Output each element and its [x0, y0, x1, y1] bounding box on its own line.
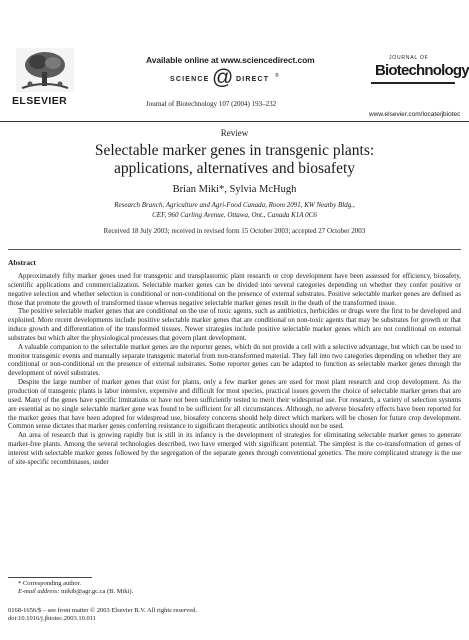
article-authors: Brian Miki*, Sylvia McHugh [172, 184, 297, 195]
journal-url-link[interactable]: www.elsevier.com/locate/jbiotec [369, 111, 461, 118]
abstract-body [8, 272, 461, 467]
footnote-divider [8, 577, 92, 578]
available-online-text[interactable]: Available online at www.sciencedirect.com [146, 55, 315, 65]
abstract-heading: Abstract [8, 258, 36, 267]
corresponding-footnote [8, 580, 308, 597]
abstract-paragraph: Despite the large number of marker genes that exist for plants, only a few marker genes are used for most plant research and crop development. As the production of transgenic plants is labor intensive, expensive and difficult for most species, practical issues govern the choice of selectable marker genes that are used. Many of the genes have specific limitations or have not been sufficiently tested to merit their widespread use. For research, a variety of selection systems are essential as no single selectable marker gene was found to be sufficient for all circumstances. Although, no adverse biosafety effects have been reported for the marker genes that have been adopted for widespread use, biosafety concerns should help direct which markers will be chosen for future crop development. Common sense dictates that marker genes conferring resistance to significant therapeutic antibiotics should not be used. [8, 378, 461, 431]
corresponding-line [8, 580, 308, 588]
article-title-line: applications, alternatives and biosafety [113, 160, 356, 177]
journal-title: Biotechnology [375, 62, 469, 79]
sciencedirect-left: SCIENCE [170, 76, 210, 83]
copyright-footer [8, 607, 308, 624]
article-title-line: Selectable marker genes in transgenic plants: [94, 142, 375, 159]
sciencedirect-right: DIRECT [236, 76, 270, 83]
journal-of-label: JOURNAL OF [389, 55, 429, 61]
email-label: E-mail address: [18, 588, 60, 596]
sciencedirect-logo [170, 66, 312, 88]
abstract-divider [8, 249, 461, 250]
footnote-mark: * [18, 580, 22, 587]
author-affiliation [60, 201, 409, 220]
header-divider [0, 121, 469, 122]
sciencedirect-at-icon: @ [212, 66, 234, 88]
abstract-paragraph: A valuable companion to the selectable marker genes are the reporter genes, which do not provide a cell with a selective advantage, but which can be used to monitor transgenic events and manually separate transgenic material from non-transformed material. They fall into two categories depending on whether they are conditional or non-conditional on the presence of external substrates. Some reporter genes can be adapted to function as selectable marker genes through the development of novel substrates. [8, 342, 461, 378]
received-dates: Received 18 July 2003; received in revised form 15 October 2003; accepted 27 October 2003 [103, 227, 366, 235]
sciencedirect-mark: ® [275, 73, 279, 79]
affiliation-line: CEF, 960 Carling Avenue, Ottawa, Ont., Canada K1A 0C6 [152, 210, 317, 219]
publisher-name: ELSEVIER [12, 95, 68, 107]
journal-header [0, 0, 469, 124]
article-type: Review [220, 128, 249, 138]
doi-link[interactable]: doi:10.1016/j.jbiotec.2003.10.011 [8, 615, 97, 623]
email-line [8, 588, 308, 596]
email-link[interactable]: mikib@agr.gc.ca (B. Miki). [61, 588, 134, 596]
affiliation-line: Research Branch, Agriculture and Agri-Food Canada, Room 2091, KW Neatby Bldg., [114, 201, 355, 209]
article-title [30, 142, 439, 178]
abstract-paragraph: The positive selectable marker genes that are conditional on the use of toxic agents, such as antibiotics, herbicides or drugs were the first to be developed and exploited. More recent developments include positive selectable marker genes that are conditional on non-toxic agents that may be substrates for growth or that induce growth and differentiation of the transformed tissues. Newer strategies include positive selectable marker genes which are not conditional on external substrates but which alter the physiological processes that govern plant development. [8, 307, 461, 342]
elsevier-tree-logo [16, 48, 74, 92]
corresponding-label: Corresponding author. [22, 580, 82, 587]
copyright-line: 0168-1656/$ – see front matter © 2003 Elsevier B.V. All rights reserved. [8, 607, 197, 614]
abstract-paragraph: An area of research that is growing rapidly but is still in its infancy is the development of strategies for eliminating selectable marker genes to generate marker-free plants. Among the several technologies described, two have emerged with significant potential. The simplest is the co-transformation of genes of interest with selectable marker genes followed by the segregation of the separate genes through conventional genetics. The more complicated strategy is the use of site-specific recombinases, under [8, 431, 461, 466]
journal-citation: Journal of Biotechnology 107 (2004) 193–232 [146, 100, 277, 108]
abstract-paragraph: Approximately fifty marker genes used for transgenic and transplastomic plant research or crop development have been assessed for efficiency, biosafety, scientific applications and commercialization. Selectable marker genes can be divided into several categories depending on whether they confer positive or negative selection and whether selection is conditional or non-conditional on the presence of external substrates. Positive selectable marker genes are defined as those that promote the growth of transformed tissue whereas negative selectable marker genes result in the death of the transformed tissue. [8, 272, 461, 307]
